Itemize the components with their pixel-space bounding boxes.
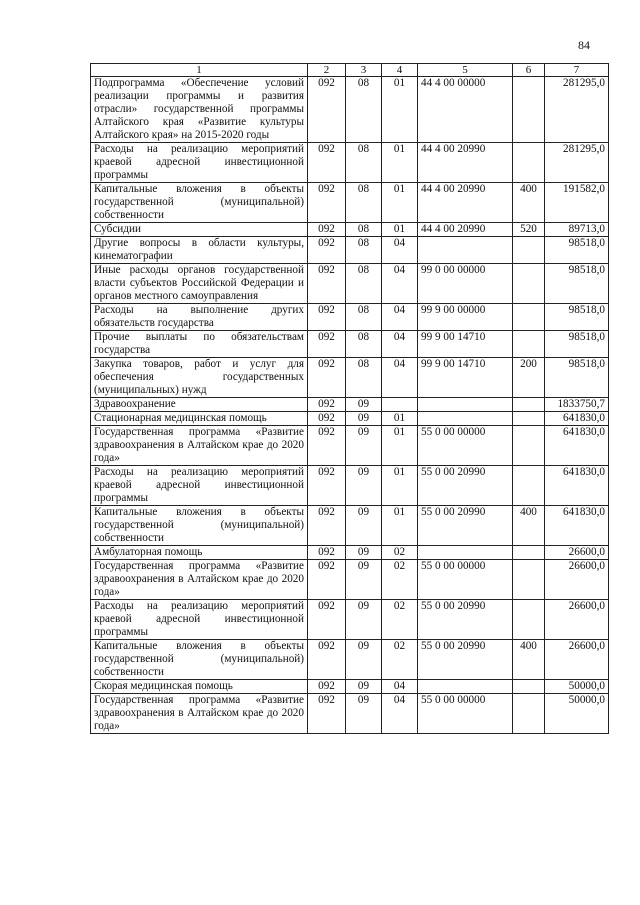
subsection-code-cell: 01 xyxy=(382,466,418,506)
amount-cell: 26600,0 xyxy=(545,640,609,680)
section-code-cell: 09 xyxy=(346,412,382,426)
target-article-cell xyxy=(418,398,513,412)
subsection-code-cell: 04 xyxy=(382,680,418,694)
row-name-cell: Расходы на реализацию мероприятий краевой адресной инвестиционной программы xyxy=(91,466,308,506)
section-code-cell: 09 xyxy=(346,426,382,466)
column-header: 2 xyxy=(308,64,346,77)
administrator-code-cell: 092 xyxy=(308,331,346,358)
administrator-code-cell: 092 xyxy=(308,77,346,143)
table-row xyxy=(91,331,609,358)
administrator-code-cell: 092 xyxy=(308,506,346,546)
administrator-code-cell: 092 xyxy=(308,143,346,183)
table-row xyxy=(91,412,609,426)
section-code-cell: 09 xyxy=(346,506,382,546)
amount-cell: 191582,0 xyxy=(545,183,609,223)
amount-cell: 641830,0 xyxy=(545,506,609,546)
page-number: 84 xyxy=(578,38,590,52)
subsection-code-cell: 01 xyxy=(382,506,418,546)
expense-type-cell: 400 xyxy=(513,183,545,223)
expense-type-cell: 400 xyxy=(513,640,545,680)
expense-type-cell xyxy=(513,77,545,143)
row-name-cell: Расходы на выполнение других обязательств государства xyxy=(91,304,308,331)
administrator-code-cell: 092 xyxy=(308,426,346,466)
subsection-code-cell: 02 xyxy=(382,546,418,560)
target-article-cell: 55 0 00 00000 xyxy=(418,426,513,466)
section-code-cell: 09 xyxy=(346,466,382,506)
subsection-code-cell: 04 xyxy=(382,331,418,358)
target-article-cell: 55 0 00 20990 xyxy=(418,600,513,640)
administrator-code-cell: 092 xyxy=(308,358,346,398)
expense-type-cell xyxy=(513,560,545,600)
target-article-cell: 55 0 00 20990 xyxy=(418,506,513,546)
target-article-cell: 55 0 00 00000 xyxy=(418,694,513,734)
row-name-cell: Закупка товаров, работ и услуг для обеспечения государственных (муниципальных) нужд xyxy=(91,358,308,398)
target-article-cell: 99 0 00 00000 xyxy=(418,264,513,304)
expense-type-cell xyxy=(513,680,545,694)
section-code-cell: 08 xyxy=(346,331,382,358)
table-row xyxy=(91,77,609,143)
row-name-cell: Капитальные вложения в объекты государственной (муниципальной) собственности xyxy=(91,640,308,680)
section-code-cell: 09 xyxy=(346,694,382,734)
amount-cell: 26600,0 xyxy=(545,600,609,640)
expense-type-cell xyxy=(513,694,545,734)
table-row xyxy=(91,546,609,560)
subsection-code-cell xyxy=(382,398,418,412)
section-code-cell: 08 xyxy=(346,183,382,223)
expense-type-cell: 520 xyxy=(513,223,545,237)
table-row xyxy=(91,560,609,600)
administrator-code-cell: 092 xyxy=(308,264,346,304)
expense-type-cell xyxy=(513,143,545,183)
target-article-cell xyxy=(418,412,513,426)
row-name-cell: Иные расходы органов государственной власти субъектов Российской Федерации и органов местного самоуправления xyxy=(91,264,308,304)
row-name-cell: Подпрограмма «Обеспечение условий реализации программы и развития отрасли» государственной программы Алтайского края «Развитие культуры Алтайского края» на 2015-2020 годы xyxy=(91,77,308,143)
target-article-cell xyxy=(418,546,513,560)
table-body xyxy=(91,77,609,734)
table-row xyxy=(91,426,609,466)
section-code-cell: 09 xyxy=(346,398,382,412)
row-name-cell: Субсидии xyxy=(91,223,308,237)
subsection-code-cell: 04 xyxy=(382,237,418,264)
section-code-cell: 09 xyxy=(346,546,382,560)
subsection-code-cell: 01 xyxy=(382,77,418,143)
amount-cell: 98518,0 xyxy=(545,331,609,358)
administrator-code-cell: 092 xyxy=(308,694,346,734)
amount-cell: 281295,0 xyxy=(545,77,609,143)
amount-cell: 641830,0 xyxy=(545,412,609,426)
target-article-cell: 55 0 00 20990 xyxy=(418,466,513,506)
target-article-cell: 99 9 00 14710 xyxy=(418,331,513,358)
section-code-cell: 08 xyxy=(346,264,382,304)
target-article-cell: 55 0 00 00000 xyxy=(418,560,513,600)
section-code-cell: 08 xyxy=(346,143,382,183)
target-article-cell: 99 9 00 00000 xyxy=(418,304,513,331)
administrator-code-cell: 092 xyxy=(308,398,346,412)
expense-type-cell xyxy=(513,426,545,466)
administrator-code-cell: 092 xyxy=(308,640,346,680)
table-row xyxy=(91,223,609,237)
subsection-code-cell: 01 xyxy=(382,412,418,426)
amount-cell: 281295,0 xyxy=(545,143,609,183)
expense-type-cell xyxy=(513,331,545,358)
table-row xyxy=(91,358,609,398)
subsection-code-cell: 02 xyxy=(382,600,418,640)
section-code-cell: 09 xyxy=(346,680,382,694)
row-name-cell: Скорая медицинская помощь xyxy=(91,680,308,694)
subsection-code-cell: 04 xyxy=(382,304,418,331)
amount-cell: 1833750,7 xyxy=(545,398,609,412)
column-header: 7 xyxy=(545,64,609,77)
row-name-cell: Государственная программа «Развитие здравоохранения в Алтайском крае до 2020 года» xyxy=(91,426,308,466)
table-row xyxy=(91,600,609,640)
subsection-code-cell: 02 xyxy=(382,560,418,600)
table-row xyxy=(91,304,609,331)
table-row xyxy=(91,237,609,264)
expense-type-cell xyxy=(513,264,545,304)
expense-type-cell xyxy=(513,546,545,560)
subsection-code-cell: 02 xyxy=(382,640,418,680)
amount-cell: 89713,0 xyxy=(545,223,609,237)
administrator-code-cell: 092 xyxy=(308,183,346,223)
administrator-code-cell: 092 xyxy=(308,412,346,426)
row-name-cell: Другие вопросы в области культуры, кинематографии xyxy=(91,237,308,264)
expense-type-cell: 200 xyxy=(513,358,545,398)
column-header: 6 xyxy=(513,64,545,77)
expense-type-cell xyxy=(513,466,545,506)
row-name-cell: Прочие выплаты по обязательствам государства xyxy=(91,331,308,358)
administrator-code-cell: 092 xyxy=(308,560,346,600)
table-row xyxy=(91,264,609,304)
amount-cell: 98518,0 xyxy=(545,264,609,304)
amount-cell: 26600,0 xyxy=(545,546,609,560)
administrator-code-cell: 092 xyxy=(308,466,346,506)
target-article-cell: 44 4 00 20990 xyxy=(418,183,513,223)
subsection-code-cell: 01 xyxy=(382,183,418,223)
target-article-cell xyxy=(418,237,513,264)
amount-cell: 98518,0 xyxy=(545,358,609,398)
row-name-cell: Стационарная медицинская помощь xyxy=(91,412,308,426)
administrator-code-cell: 092 xyxy=(308,680,346,694)
column-header: 5 xyxy=(418,64,513,77)
table-row xyxy=(91,680,609,694)
administrator-code-cell: 092 xyxy=(308,304,346,331)
expense-type-cell xyxy=(513,398,545,412)
table-row xyxy=(91,398,609,412)
table-row xyxy=(91,143,609,183)
subsection-code-cell: 04 xyxy=(382,264,418,304)
row-name-cell: Государственная программа «Развитие здравоохранения в Алтайском крае до 2020 года» xyxy=(91,694,308,734)
column-header: 4 xyxy=(382,64,418,77)
expense-type-cell: 400 xyxy=(513,506,545,546)
row-name-cell: Государственная программа «Развитие здравоохранения в Алтайском крае до 2020 года» xyxy=(91,560,308,600)
table-row xyxy=(91,640,609,680)
target-article-cell: 44 4 00 00000 xyxy=(418,77,513,143)
section-code-cell: 08 xyxy=(346,223,382,237)
table-header-row xyxy=(91,64,609,77)
expense-type-cell xyxy=(513,412,545,426)
table-row xyxy=(91,506,609,546)
administrator-code-cell: 092 xyxy=(308,237,346,264)
amount-cell: 50000,0 xyxy=(545,694,609,734)
row-name-cell: Капитальные вложения в объекты государственной (муниципальной) собственности xyxy=(91,183,308,223)
column-header: 3 xyxy=(346,64,382,77)
amount-cell: 641830,0 xyxy=(545,466,609,506)
subsection-code-cell: 01 xyxy=(382,143,418,183)
amount-cell: 641830,0 xyxy=(545,426,609,466)
row-name-cell: Капитальные вложения в объекты государственной (муниципальной) собственности xyxy=(91,506,308,546)
row-name-cell: Здравоохранение xyxy=(91,398,308,412)
subsection-code-cell: 01 xyxy=(382,426,418,466)
row-name-cell: Расходы на реализацию мероприятий краевой адресной инвестиционной программы xyxy=(91,143,308,183)
section-code-cell: 09 xyxy=(346,600,382,640)
section-code-cell: 09 xyxy=(346,640,382,680)
table-row xyxy=(91,466,609,506)
target-article-cell: 44 4 00 20990 xyxy=(418,143,513,183)
expense-type-cell xyxy=(513,600,545,640)
target-article-cell: 55 0 00 20990 xyxy=(418,640,513,680)
table-row xyxy=(91,183,609,223)
administrator-code-cell: 092 xyxy=(308,600,346,640)
expense-type-cell xyxy=(513,237,545,264)
target-article-cell xyxy=(418,680,513,694)
section-code-cell: 08 xyxy=(346,237,382,264)
amount-cell: 26600,0 xyxy=(545,560,609,600)
subsection-code-cell: 01 xyxy=(382,223,418,237)
amount-cell: 98518,0 xyxy=(545,237,609,264)
expense-type-cell xyxy=(513,304,545,331)
section-code-cell: 08 xyxy=(346,77,382,143)
row-name-cell: Расходы на реализацию мероприятий краевой адресной инвестиционной программы xyxy=(91,600,308,640)
column-header: 1 xyxy=(91,64,308,77)
row-name-cell: Амбулаторная помощь xyxy=(91,546,308,560)
table-row xyxy=(91,694,609,734)
section-code-cell: 08 xyxy=(346,304,382,331)
administrator-code-cell: 092 xyxy=(308,223,346,237)
section-code-cell: 09 xyxy=(346,560,382,600)
subsection-code-cell: 04 xyxy=(382,358,418,398)
budget-table xyxy=(90,63,609,734)
section-code-cell: 08 xyxy=(346,358,382,398)
target-article-cell: 44 4 00 20990 xyxy=(418,223,513,237)
subsection-code-cell: 04 xyxy=(382,694,418,734)
amount-cell: 98518,0 xyxy=(545,304,609,331)
target-article-cell: 99 9 00 14710 xyxy=(418,358,513,398)
administrator-code-cell: 092 xyxy=(308,546,346,560)
amount-cell: 50000,0 xyxy=(545,680,609,694)
